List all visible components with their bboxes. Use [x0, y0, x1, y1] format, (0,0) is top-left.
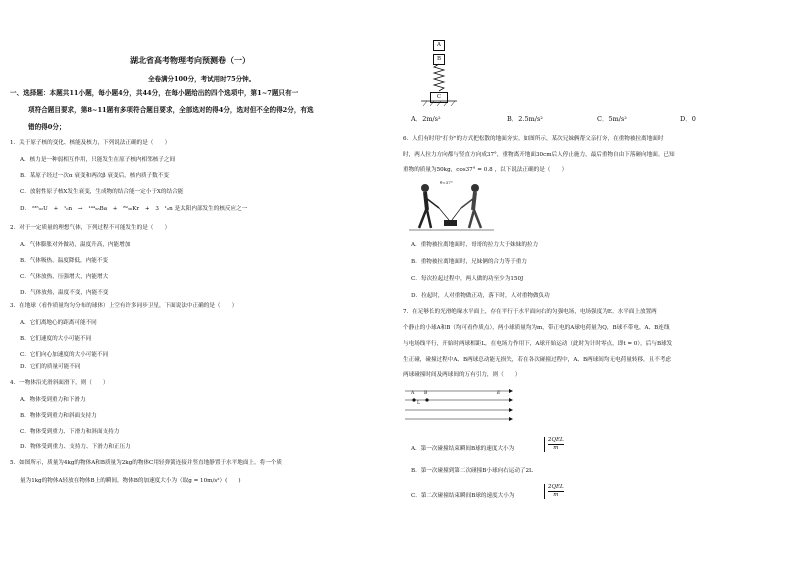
q2-stem: 2．对于一定质量的理想气体，下列过程不可能发生的是（ ）	[10, 225, 171, 231]
q5-option-c: C．5m/s²	[597, 115, 627, 123]
q6-figure-angle-label: θ=37°	[440, 180, 453, 185]
q6-option-b: B．重物被拉离地面时，兄妹俩的合力等于重力	[411, 259, 527, 265]
q5-block-b: B	[433, 54, 445, 65]
q7-option-c	[411, 493, 515, 500]
q6-option-a: A．重物被拉离地面时，哥哥的拉力大于妹妹的拉力	[411, 242, 539, 248]
q5-option-d: D．0	[680, 115, 696, 123]
q7-c-formula	[544, 484, 564, 499]
q6-line3: 重物的质量为50kg，cos37° = 0.8 ，以下说法正确的是（ ）	[403, 167, 568, 173]
q1-stem: 1．关于原子核的变化、核能及核力，下列说法正确的是（ ）	[10, 140, 171, 146]
q1-option-a: A．核力是一种弱相互作用，只能发生在原子核内相邻核子之间	[20, 157, 176, 163]
q2-option-b: B．气体吸热，温度降低，内能不变	[20, 258, 109, 264]
section-header-line1: 一、选择题：本题共11小题，每小题4分，共44分，在每小题给出的四个选项中，第1~7题只有一	[10, 89, 299, 97]
q6-line1: 6．人们有时用"打夯"的方式把松散的地面夯实。如图所示，某次兄妹俩帮父亲打夯，在重物被拉离地面时	[403, 136, 664, 142]
q5-option-b: B．2.5m/s²	[507, 115, 543, 123]
q1-option-b: B．某原子经过一次α 衰变和两次β 衰变后，核内质子数不变	[20, 173, 169, 179]
q4-option-b: B．物体受到重力和斜面支持力	[20, 413, 97, 419]
q5-block-a: A	[433, 40, 445, 51]
q7-option-a	[411, 446, 514, 453]
q5-line2: 量为1kg的物体A轻放在物体B上的瞬间，物体B的加速度大小为（取g = 10m/s²）( )	[20, 478, 241, 484]
q4-stem: 4．一物体沿光滑斜面滑下，则（ ）	[10, 380, 109, 386]
q2-option-c: C．气体放热，压强增大，内能增大	[20, 274, 109, 280]
q1-d-suffix: 是太阳内部发生的核反应之一	[174, 206, 248, 212]
q7-line4: 生正碰，碰撞过程中A、B两球总动能无损失，若在各次碰撞过程中，A、B两球间均无电荷量转移，且不考虑	[403, 357, 672, 363]
q7-figure-label-a: A	[411, 391, 415, 396]
q4-option-a: A．物体受到重力和下滑力	[20, 397, 86, 403]
q5-option-a: A．2m/s²	[411, 115, 441, 123]
section-header-line3: 错的得0分；	[28, 123, 66, 131]
q7-c-numerator: 2QEL	[548, 484, 564, 490]
q1-d-equation: ²³⁵₉₂U + ¹₀n → ¹⁴⁴₅₆Ba + ⁸⁹₃₆Kr + 3 ¹₀n	[31, 206, 173, 212]
q3-option-b: B．它们速度的大小可能不同	[20, 336, 92, 342]
q7-c-denominator: m	[553, 492, 559, 498]
q7-a-numerator: 2QEL	[548, 437, 564, 443]
section-header-line2: 项符合题目要求，第8~11题有多项符合题目要求，全部选对的得4分，选对但不全的得2分，有选	[28, 106, 314, 114]
q3-option-a: A．它们离地心的距离可能不同	[20, 320, 97, 326]
q7-a-formula	[544, 437, 564, 452]
q7-line2: 个静止的小球A和B（均可看作质点），两小球质量均为m，带正电的A球电荷量为Q，B球不带电，A、B连线	[403, 325, 670, 331]
q5-line1: 5．如图所示，质量为4kg的物体A和B质量为2kg的物体C用轻弹簧连接并竖直地静置于水平地面上。将一个质	[10, 460, 282, 466]
q7-figure-label-e: E	[497, 391, 501, 396]
q5-spring	[433, 64, 445, 92]
q4-option-d: D．物体受到重力、支持力、下滑力和正压力	[20, 444, 131, 450]
q7-line1: 7．在足够长的光滑绝缘水平面上，存在平行于水平面向右的匀强电场，电场强度为E。水平面上放置两	[403, 309, 657, 315]
q6-line2: 时，两人拉力方向都与竖直方向成37°，重物离开地面30cm后人停止施力，最后重物自由下落砸向地面。已知	[403, 152, 675, 158]
q2-option-d: D．气体放热，温度不变，内能不变	[20, 290, 109, 296]
q7-a-denominator: m	[553, 445, 559, 451]
q7-figure-label-l: L	[417, 401, 420, 406]
q1-d-prefix: D．	[20, 206, 31, 212]
q2-option-a: A．气体膨胀对外做功，温度升高，内能增加	[20, 242, 131, 248]
q5-ground	[421, 101, 457, 107]
q7-figure-label-b: B	[424, 391, 428, 396]
q7-line5: 两球碰撞时间及两球间的万有引力，则（ ）	[403, 372, 521, 378]
q1-option-d	[20, 206, 247, 213]
q3-option-d: D．它们的质量可能不同	[20, 364, 81, 370]
q6-figure	[409, 180, 494, 238]
q6-option-c: C．每次拉起过程中，两人做的功至少为150J	[411, 276, 524, 282]
q1-option-c: C．放射性原子核X发生衰变，生成物的结合能一定小于X的结合能	[20, 189, 184, 195]
q7-option-b: B．第一次碰撞到第二次碰撞B小球向右运动了2L	[411, 468, 533, 474]
q5-block-c: C	[430, 92, 448, 103]
q6-option-d: D．拉起时，人对重物做正功，落下时，人对重物做负功	[411, 293, 550, 299]
q7-line3: 与电场线平行，开始时两球相距L，在电场力作用下，A球开始运动（此时为计时零点，即t = 0），后与B球发	[403, 341, 673, 347]
q3-option-c: C．它们向心加速度的大小可能不同	[20, 352, 109, 358]
q7-a-text: A．第一次碰撞结束瞬间B球的速度大小为	[411, 446, 515, 452]
exam-title: 湖北省高考物理考向预测卷（一）	[130, 55, 250, 65]
q4-option-c: C．物体受到重力、下滑力和斜面支持力	[20, 429, 120, 435]
q7-c-text: C．第二次碰撞结束瞬间B球的速度大小为	[411, 493, 515, 499]
exam-subtitle: 全卷满分100分，考试用时75分钟。	[148, 75, 256, 83]
q3-stem: 3．在地球（看作质量均匀分布的球体）上空有许多同步卫星，下面说法中正确的是（ ）	[10, 303, 238, 309]
